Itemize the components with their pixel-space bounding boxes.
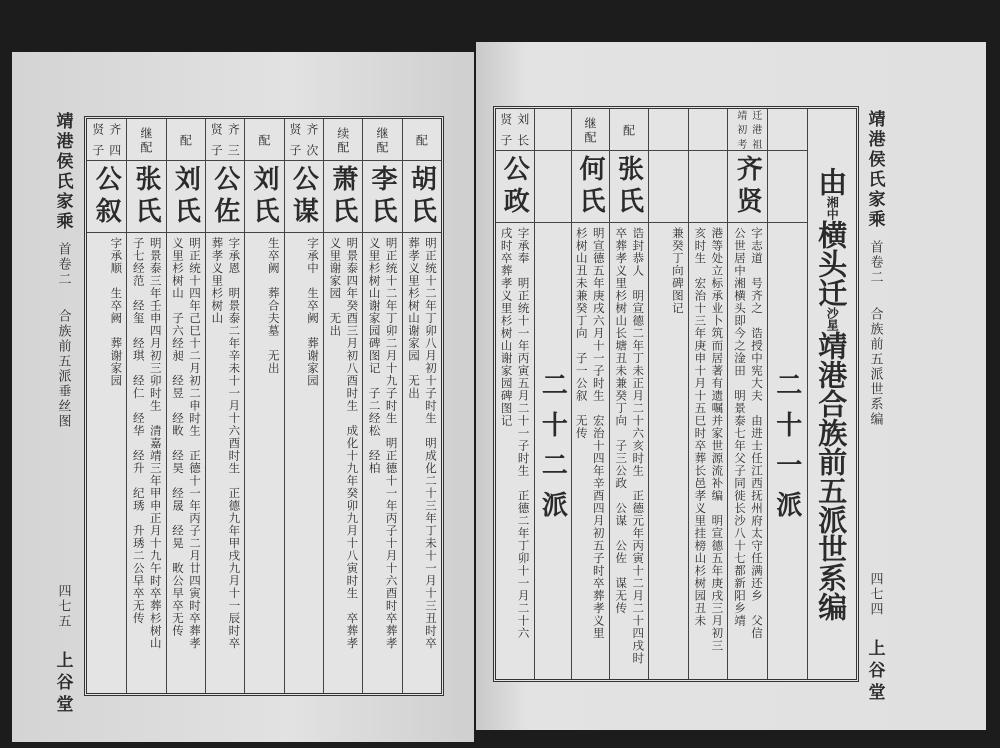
empty-header — [535, 109, 572, 151]
biography-text — [87, 233, 126, 693]
person-column — [571, 109, 609, 679]
relation-label: 配 — [257, 133, 272, 146]
relation-header — [610, 109, 649, 151]
biography-line: 葬孝义里杉树山 — [210, 237, 225, 325]
relation-label: 配 — [375, 140, 390, 153]
person-name: 张氏 — [127, 161, 165, 233]
hall-name: 上谷堂 — [864, 639, 885, 705]
relation-header — [363, 119, 401, 161]
biography-text — [728, 223, 767, 679]
relation-label: 齐贤 — [287, 122, 319, 135]
person-name: 公叙 — [87, 161, 126, 233]
biography-line: 亥时生 宏治十三年庚申十月十五巳时卒葬长邑孝义里挂榜山杉树园丑未 — [693, 227, 708, 627]
person-name — [649, 151, 688, 223]
relation-label: 续 — [335, 126, 350, 139]
person-column — [87, 119, 126, 693]
generation-22-column — [534, 109, 572, 679]
biography-line: 兼癸丁向碑图记 — [670, 227, 685, 315]
title-small: 湘中 — [825, 196, 840, 220]
person-name: 公政 — [496, 151, 534, 223]
biography-line: 义里杉树山 子六经昶 经昱 经畋 经昊 经晟 经晃 畋公早卒无传 — [171, 237, 186, 637]
biography-line: 明正统十四年己巳十二月初二申时生 正德十一年丙子二月廿四寅时卒葬孝 — [188, 237, 203, 650]
book-title: 靖港侯氏家乘 — [864, 110, 885, 230]
relation-header — [403, 119, 441, 161]
generation-22-label: 二十二派 — [537, 371, 568, 531]
person-name: 刘氏 — [167, 161, 205, 233]
biography-text — [572, 223, 609, 679]
relation-label: 配 — [621, 123, 636, 136]
relation-header — [167, 119, 205, 161]
biography-text — [285, 233, 323, 693]
biography-line: 港等处立标承业卜筑而居著有遗嘱并家世源流补编 明宣德五年庚戌三月初三 — [710, 227, 725, 652]
person-column — [609, 109, 649, 679]
person-name: 公谋 — [285, 161, 323, 233]
page-number: 四七四 — [867, 572, 883, 617]
genealogy-table-left — [84, 116, 444, 696]
left-page — [12, 52, 474, 742]
biography-text — [610, 223, 649, 679]
main-title — [808, 109, 856, 679]
volume-label: 首卷二 — [55, 242, 71, 287]
biography-line: 字志道 号齐之 诰授中宪大夫 由进士任江西抚州府太守任满还乡 父信 — [749, 227, 764, 640]
biography-line: 明正统十二年丁卯二月十九子时生 明正德十一年丙子十月十六酉时卒葬孝 — [384, 237, 399, 650]
relation-label: 继 — [582, 116, 597, 129]
person-column — [205, 119, 244, 693]
person-column — [688, 109, 728, 679]
biography-text — [363, 233, 401, 693]
empty-header — [768, 109, 807, 151]
genealogy-table-right — [493, 106, 859, 682]
person-name: 刘氏 — [245, 161, 283, 233]
section-title: 合族前五派世系编 — [867, 307, 883, 427]
relation-label: 刘贤 — [498, 112, 530, 125]
person-name: 萧氏 — [324, 161, 362, 233]
biography-text — [496, 223, 534, 679]
person-column — [126, 119, 165, 693]
biography-line: 葬孝义里杉树山谢家园 无出 — [407, 237, 421, 400]
relation-label: 四子 — [90, 144, 122, 157]
volume-label: 首卷二 — [867, 240, 883, 285]
section-title: 合族前五派垂丝图 — [55, 309, 71, 429]
title-part: 横头迁 — [814, 220, 849, 307]
biography-line: 义里杉树山谢家园碑图记 子二经松 经柏 — [367, 237, 382, 475]
person-name: 李氏 — [363, 161, 401, 233]
person-column — [727, 109, 767, 679]
person-column — [496, 109, 534, 679]
person-name — [689, 151, 728, 223]
empty-name — [535, 151, 572, 223]
biography-line: 子七经范 经玺 经琪 经仁 经华 经升 纪琇 升琇二公早卒无传 — [131, 237, 146, 625]
biography-line: 字承顺 生卒阙 葬谢家园 — [109, 237, 124, 387]
title-part: 靖港合族前五派世系编 — [814, 331, 849, 621]
relation-header — [206, 119, 244, 161]
relation-header — [649, 109, 688, 151]
biography-line: 明景泰三年壬申四月初三卯时生 清嘉靖三年甲申正月十九午时卒葬杉树山 — [148, 237, 163, 650]
biography-text — [127, 233, 165, 693]
person-column — [323, 119, 362, 693]
relation-label: 三子 — [209, 144, 241, 157]
person-name: 公佐 — [206, 161, 244, 233]
person-column — [166, 119, 205, 693]
biography-line: 杉树山丑未兼癸丁向 子一公叙 无传 — [574, 227, 589, 440]
biography-line: 戌时卒葬孝义里杉树山谢家园碑图记 — [499, 227, 514, 427]
biography-text — [206, 233, 244, 693]
person-name: 何氏 — [572, 151, 609, 223]
relation-label: 配 — [582, 130, 597, 143]
person-column — [244, 119, 283, 693]
biography-text — [167, 233, 205, 693]
biography-text — [649, 223, 688, 679]
relation-header — [127, 119, 165, 161]
relation-label: 继 — [375, 126, 390, 139]
relation-label: 港初 — [734, 124, 761, 135]
biography-line: 字承恩 明景泰二年辛未十一月十六酉时生 正德九年甲戌九月十一辰时卒 — [227, 237, 242, 650]
relation-label: 长子 — [498, 134, 530, 147]
biography-line: 诰封恭人 明宣德二年丁未正月二十六亥时生 正德元年丙寅十二月二十四戌时 — [631, 227, 646, 665]
person-name: 张氏 — [610, 151, 649, 223]
biography-line: 字承奉 明正统十一年丙寅五月二十一子时生 正德二年丁卯十一月二十六 — [516, 227, 531, 640]
relation-header — [87, 119, 126, 161]
person-name: 齐贤 — [728, 151, 767, 223]
book-title: 靖港侯氏家乘 — [52, 112, 73, 232]
title-part: 由 — [814, 167, 849, 196]
page-number: 四七五 — [55, 584, 71, 629]
biography-line: 公世居中湘横头即今之淦田 明景泰七年父子同徙长沙八十七都新阳乡靖 — [732, 227, 747, 627]
biography-line: 字承中 生卒阙 葬谢家园 — [306, 237, 321, 387]
relation-header — [689, 109, 728, 151]
relation-label: 继 — [139, 126, 154, 139]
main-title-column — [807, 109, 856, 679]
person-column — [648, 109, 688, 679]
empty-name — [768, 151, 807, 223]
biography-text — [245, 233, 283, 693]
generation-21-label: 二十一派 — [771, 371, 802, 531]
relation-label: 配 — [139, 140, 154, 153]
relation-label: 迁靖 — [734, 110, 761, 121]
person-name: 胡氏 — [403, 161, 441, 233]
relation-label: 祖考 — [734, 138, 761, 149]
relation-label: 次子 — [287, 144, 319, 157]
biography-text — [689, 223, 728, 679]
biography-line: 卒葬孝义里杉树山长塘丑未兼癸丁向 子三公政 公谋 公佐 谋无传 — [614, 227, 629, 615]
biography-line: 义里谢家园 无出 — [328, 237, 343, 337]
relation-label: 配 — [335, 140, 350, 153]
relation-header — [245, 119, 283, 161]
relation-header — [728, 109, 767, 151]
left-margin-column — [48, 112, 78, 717]
relation-label: 齐贤 — [90, 122, 122, 135]
biography-line: 明景泰四年癸酉三月初八酉时生 成化十九年癸卯九月十八寅时生 卒葬孝 — [345, 237, 360, 650]
relation-label: 齐贤 — [209, 122, 241, 135]
relation-header — [572, 109, 609, 151]
right-page — [476, 42, 986, 730]
relation-header — [324, 119, 362, 161]
person-column — [284, 119, 323, 693]
title-small: 沙星 — [825, 307, 840, 331]
relation-header — [285, 119, 323, 161]
relation-label: 配 — [414, 133, 429, 146]
person-column — [362, 119, 401, 693]
generation-21-column — [767, 109, 807, 679]
biography-text — [403, 233, 441, 693]
biography-line: 明正统十二年丁卯八月初十子时生 明成化二十三年丁未十一月十三丑时卒 — [424, 237, 438, 650]
biography-text — [324, 233, 362, 693]
relation-header — [496, 109, 534, 151]
right-margin-column — [860, 110, 890, 705]
biography-line: 生卒阙 葬合夫墓 无出 — [266, 237, 281, 375]
hall-name: 上谷堂 — [52, 651, 73, 717]
person-column — [402, 119, 441, 693]
relation-label: 配 — [178, 133, 193, 146]
biography-line: 明宣德五年庚戌六月十一子时生 宏治十四年辛酉四月初五子时卒葬孝义里 — [591, 227, 606, 640]
